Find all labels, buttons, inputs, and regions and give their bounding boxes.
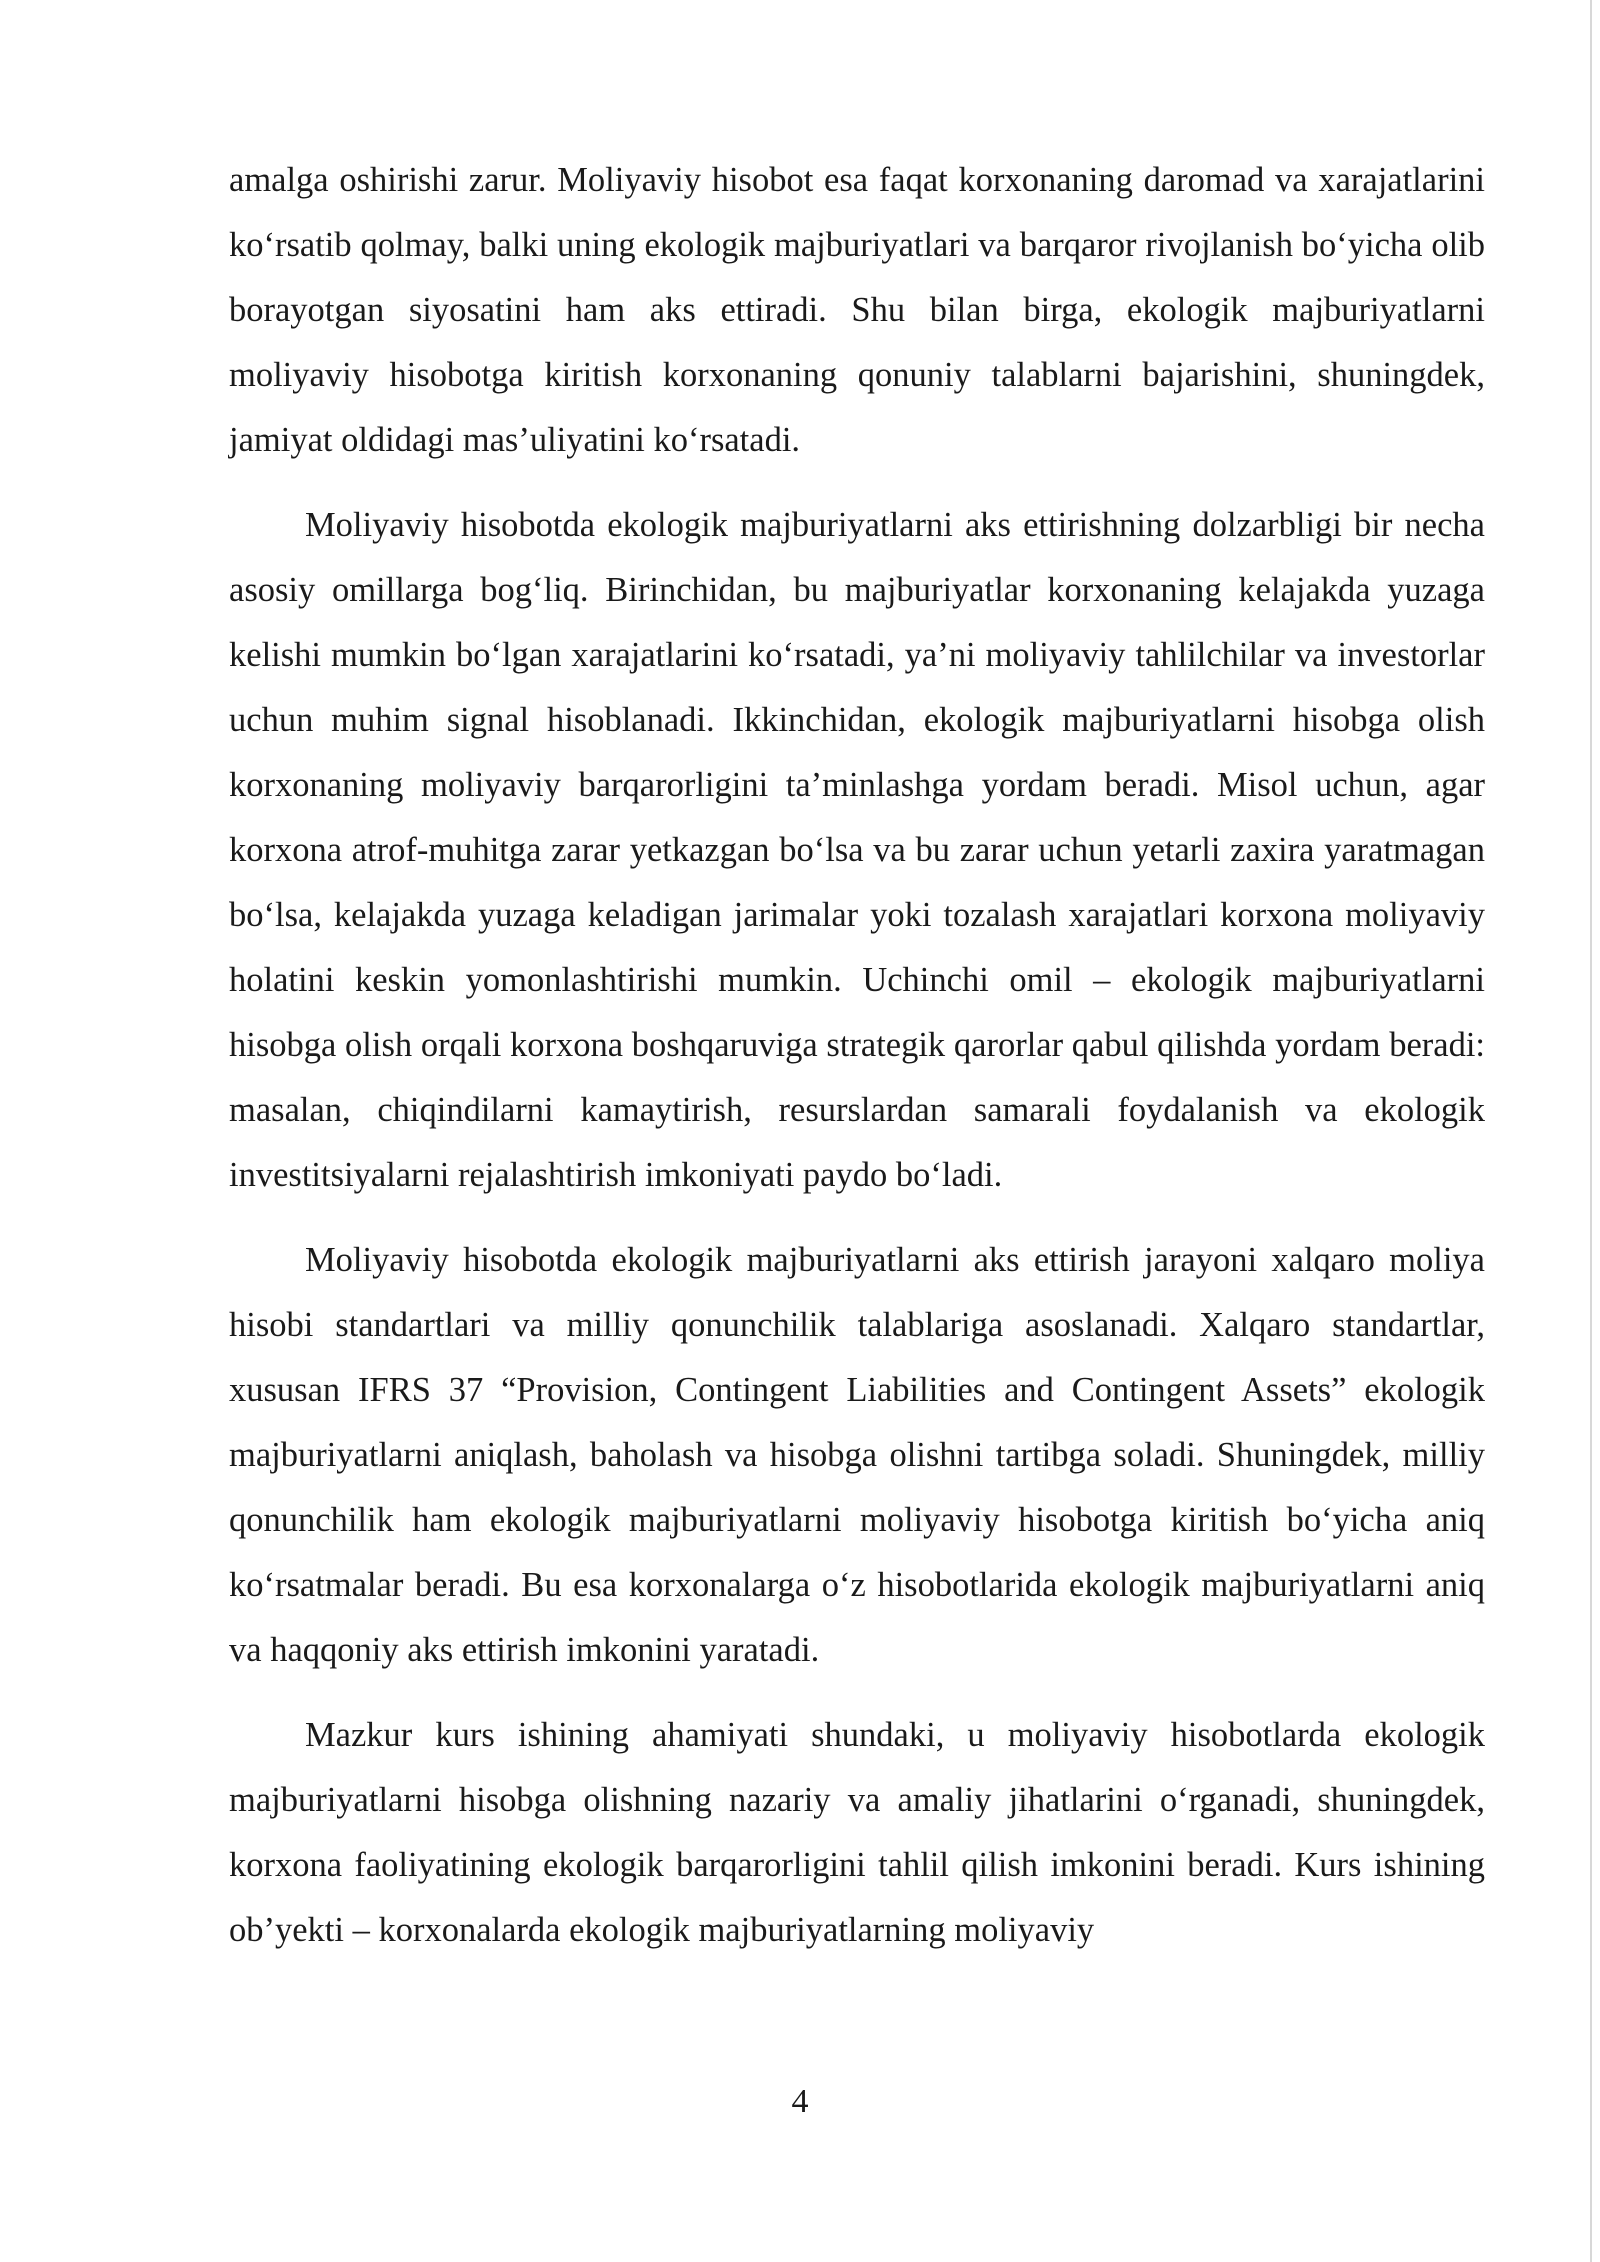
document-body <box>229 148 1485 1983</box>
paragraph-2: Moliyaviy hisobotda ekologik majburiyatlarni aks ettirishning dolzarbligi bir necha asosiy omillarga bog‘liq. Birinchidan, bu majburiyatlar korxonaning kelajakda yuzaga kelishi mumkin bo‘lgan xarajatlarini ko‘rsatadi, ya’ni moliyaviy tahlilchilar va investorlar uchun muhim signal hisoblanadi. Ikkinchidan, ekologik majburiyatlarni hisobga olish korxonaning moliyaviy barqarorligini ta’minlashga yordam beradi. Misol uchun, agar korxona atrof-muhitga zarar yetkazgan bo‘lsa va bu zarar uchun yetarli zaxira yaratmagan bo‘lsa, kelajakda yuzaga keladigan jarimalar yoki tozalash xarajatlari korxona moliyaviy holatini keskin yomonlashtirishi mumkin. Uchinchi omil – ekologik majburiyatlarni hisobga olish orqali korxona boshqaruviga strategik qarorlar qabul qilishda yordam beradi: masalan, chiqindilarni kamaytirish, resurslardan samarali foydalanish va ekologik investitsiyalarni rejalashtirish imkoniyati paydo bo‘ladi. <box>229 506 1485 1194</box>
page-edge-line <box>1590 0 1592 2262</box>
paragraph-1: amalga oshirishi zarur. Moliyaviy hisobot esa faqat korxonaning daromad va xarajatlarini ko‘rsatib qolmay, balki uning ekologik majburiyatlari va barqaror rivojlanish bo‘yicha olib borayotgan siyosatini ham aks ettiradi. Shu bilan birga, ekologik majburiyatlarni moliyaviy hisobotga kiritish korxonaning qonuniy talablarni bajarishini, shuningdek, jamiyat oldidagi mas’uliyatini ko‘rsatadi. <box>229 161 1485 459</box>
paragraph-3: Moliyaviy hisobotda ekologik majburiyatlarni aks ettirish jarayoni xalqaro moliya hisobi standartlari va milliy qonunchilik talablariga asoslanadi. Xalqaro standartlar, xususan IFRS 37 “Provision, Contingent Liabilities and Contingent Assets” ekologik majburiyatlarni aniqlash, baholash va hisobga olishni tartibga soladi. Shuningdek, milliy qonunchilik ham ekologik majburiyatlarni moliyaviy hisobotga kiritish bo‘yicha aniq ko‘rsatmalar beradi. Bu esa korxonalarga o‘z hisobotlarida ekologik majburiyatlarni aniq va haqqoniy aks ettirish imkonini yaratadi. <box>229 1241 1485 1669</box>
paragraph-4: Mazkur kurs ishining ahamiyati shundaki, u moliyaviy hisobotlarda ekologik majburiyatlarni hisobga olishning nazariy va amaliy jihatlarini o‘rganadi, shuningdek, korxona faoliyatining ekologik barqarorligini tahlil qilish imkonini beradi. Kurs ishining ob’yekti – korxonalarda ekologik majburiyatlarning moliyaviy <box>229 1716 1485 1949</box>
page-number: 4 <box>791 2083 809 2120</box>
